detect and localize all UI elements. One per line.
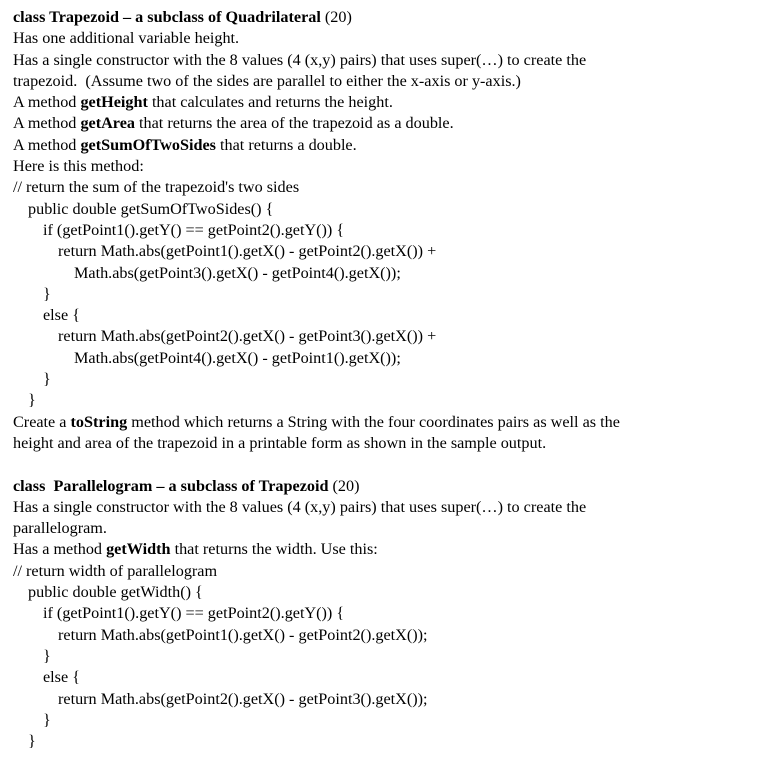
code-line: } [43, 284, 51, 303]
trapezoid-heading [13, 7, 763, 28]
section-spacer [13, 454, 763, 475]
trapezoid-line-3: trapezoid. (Assume two of the sides are parallel to either the x-axis or y-axis.) [13, 71, 521, 90]
method-name-getsumoftwosides: getSumOfTwoSides [80, 135, 216, 154]
trapezoid-heading-class: class Trapezoid – a subclass of Quadrilateral [13, 8, 321, 26]
method-desc: that calculates and returns the height. [147, 93, 393, 112]
code-line: } [43, 370, 51, 389]
code-line: Math.abs(getPoint3().getX() - getPoint4().getX()); [74, 263, 401, 282]
code-line: return Math.abs(getPoint2().getX() - getPoint3().getX()) + [58, 327, 437, 346]
method-prefix: Has a method [13, 540, 107, 559]
tostring-line-1 [13, 412, 763, 433]
method-desc: that returns a double. [215, 135, 357, 154]
parallelogram-heading-class: class Parallelogram – a subclass of Trapezoid [13, 476, 329, 495]
code-line: return Math.abs(getPoint1().getX() - getPoint2().getX()); [58, 625, 428, 644]
tostring-desc: method which returns a String with the four coordinates pairs as well as the [127, 412, 620, 431]
parallelogram-line-1: Has a single constructor with the 8 values (4 (x,y) pairs) that uses super(…) to create the [13, 497, 587, 516]
method-name-getarea: getArea [80, 114, 135, 133]
method-prefix: A method [13, 93, 81, 112]
code-line: public double getWidth() { [28, 583, 203, 602]
code-line: } [43, 710, 51, 729]
trapezoid-heading-points: (20) [324, 8, 352, 26]
code-line: } [28, 732, 36, 751]
method-desc: that returns the area of the trapezoid as a double. [134, 114, 454, 133]
code-line: } [28, 391, 36, 410]
method-prefix: A method [13, 135, 81, 154]
code-line: if (getPoint1().getY() == getPoint2().getY()) { [43, 604, 345, 623]
code-line: public double getSumOfTwoSides() { [28, 199, 274, 218]
method-desc: that returns the width. Use this: [170, 540, 378, 559]
code-line: // return the sum of the trapezoid's two sides [13, 178, 300, 197]
method-getheight-line [13, 92, 763, 113]
assignment-document [13, 7, 763, 752]
code-line: // return width of parallelogram [13, 561, 218, 580]
method-getwidth-line [13, 539, 763, 560]
method-name-getwidth: getWidth [106, 540, 171, 559]
code-line: return Math.abs(getPoint1().getX() - getPoint2().getX()) + [58, 242, 437, 261]
here-label: Here is this method: [13, 157, 144, 176]
code-line: } [43, 646, 51, 665]
code-block-sum-of-two-sides [13, 177, 763, 411]
code-line: return Math.abs(getPoint2().getX() - getPoint3().getX()); [58, 689, 428, 708]
code-line: Math.abs(getPoint4().getX() - getPoint1().getX()); [74, 348, 401, 367]
parallelogram-heading [13, 476, 763, 497]
code-line: else { [43, 306, 80, 325]
tostring-line-2: height and area of the trapezoid in a printable form as shown in the sample output. [13, 433, 547, 452]
method-getsumoftwosides-line [13, 135, 763, 156]
method-getarea-line [13, 113, 763, 134]
parallelogram-heading-points: (20) [332, 476, 360, 495]
code-block-get-width [13, 561, 763, 753]
code-line: else { [43, 668, 80, 687]
trapezoid-line-1: Has one additional variable height. [13, 29, 240, 48]
method-name-getheight: getHeight [80, 93, 148, 112]
method-name-tostring: toString [70, 412, 128, 431]
trapezoid-line-2: Has a single constructor with the 8 values (4 (x,y) pairs) that uses super(…) to create the [13, 50, 587, 69]
parallelogram-line-2: parallelogram. [13, 519, 107, 538]
method-prefix: A method [13, 114, 81, 133]
tostring-prefix: Create a [13, 412, 71, 431]
code-line: if (getPoint1().getY() == getPoint2().getY()) { [43, 220, 345, 239]
